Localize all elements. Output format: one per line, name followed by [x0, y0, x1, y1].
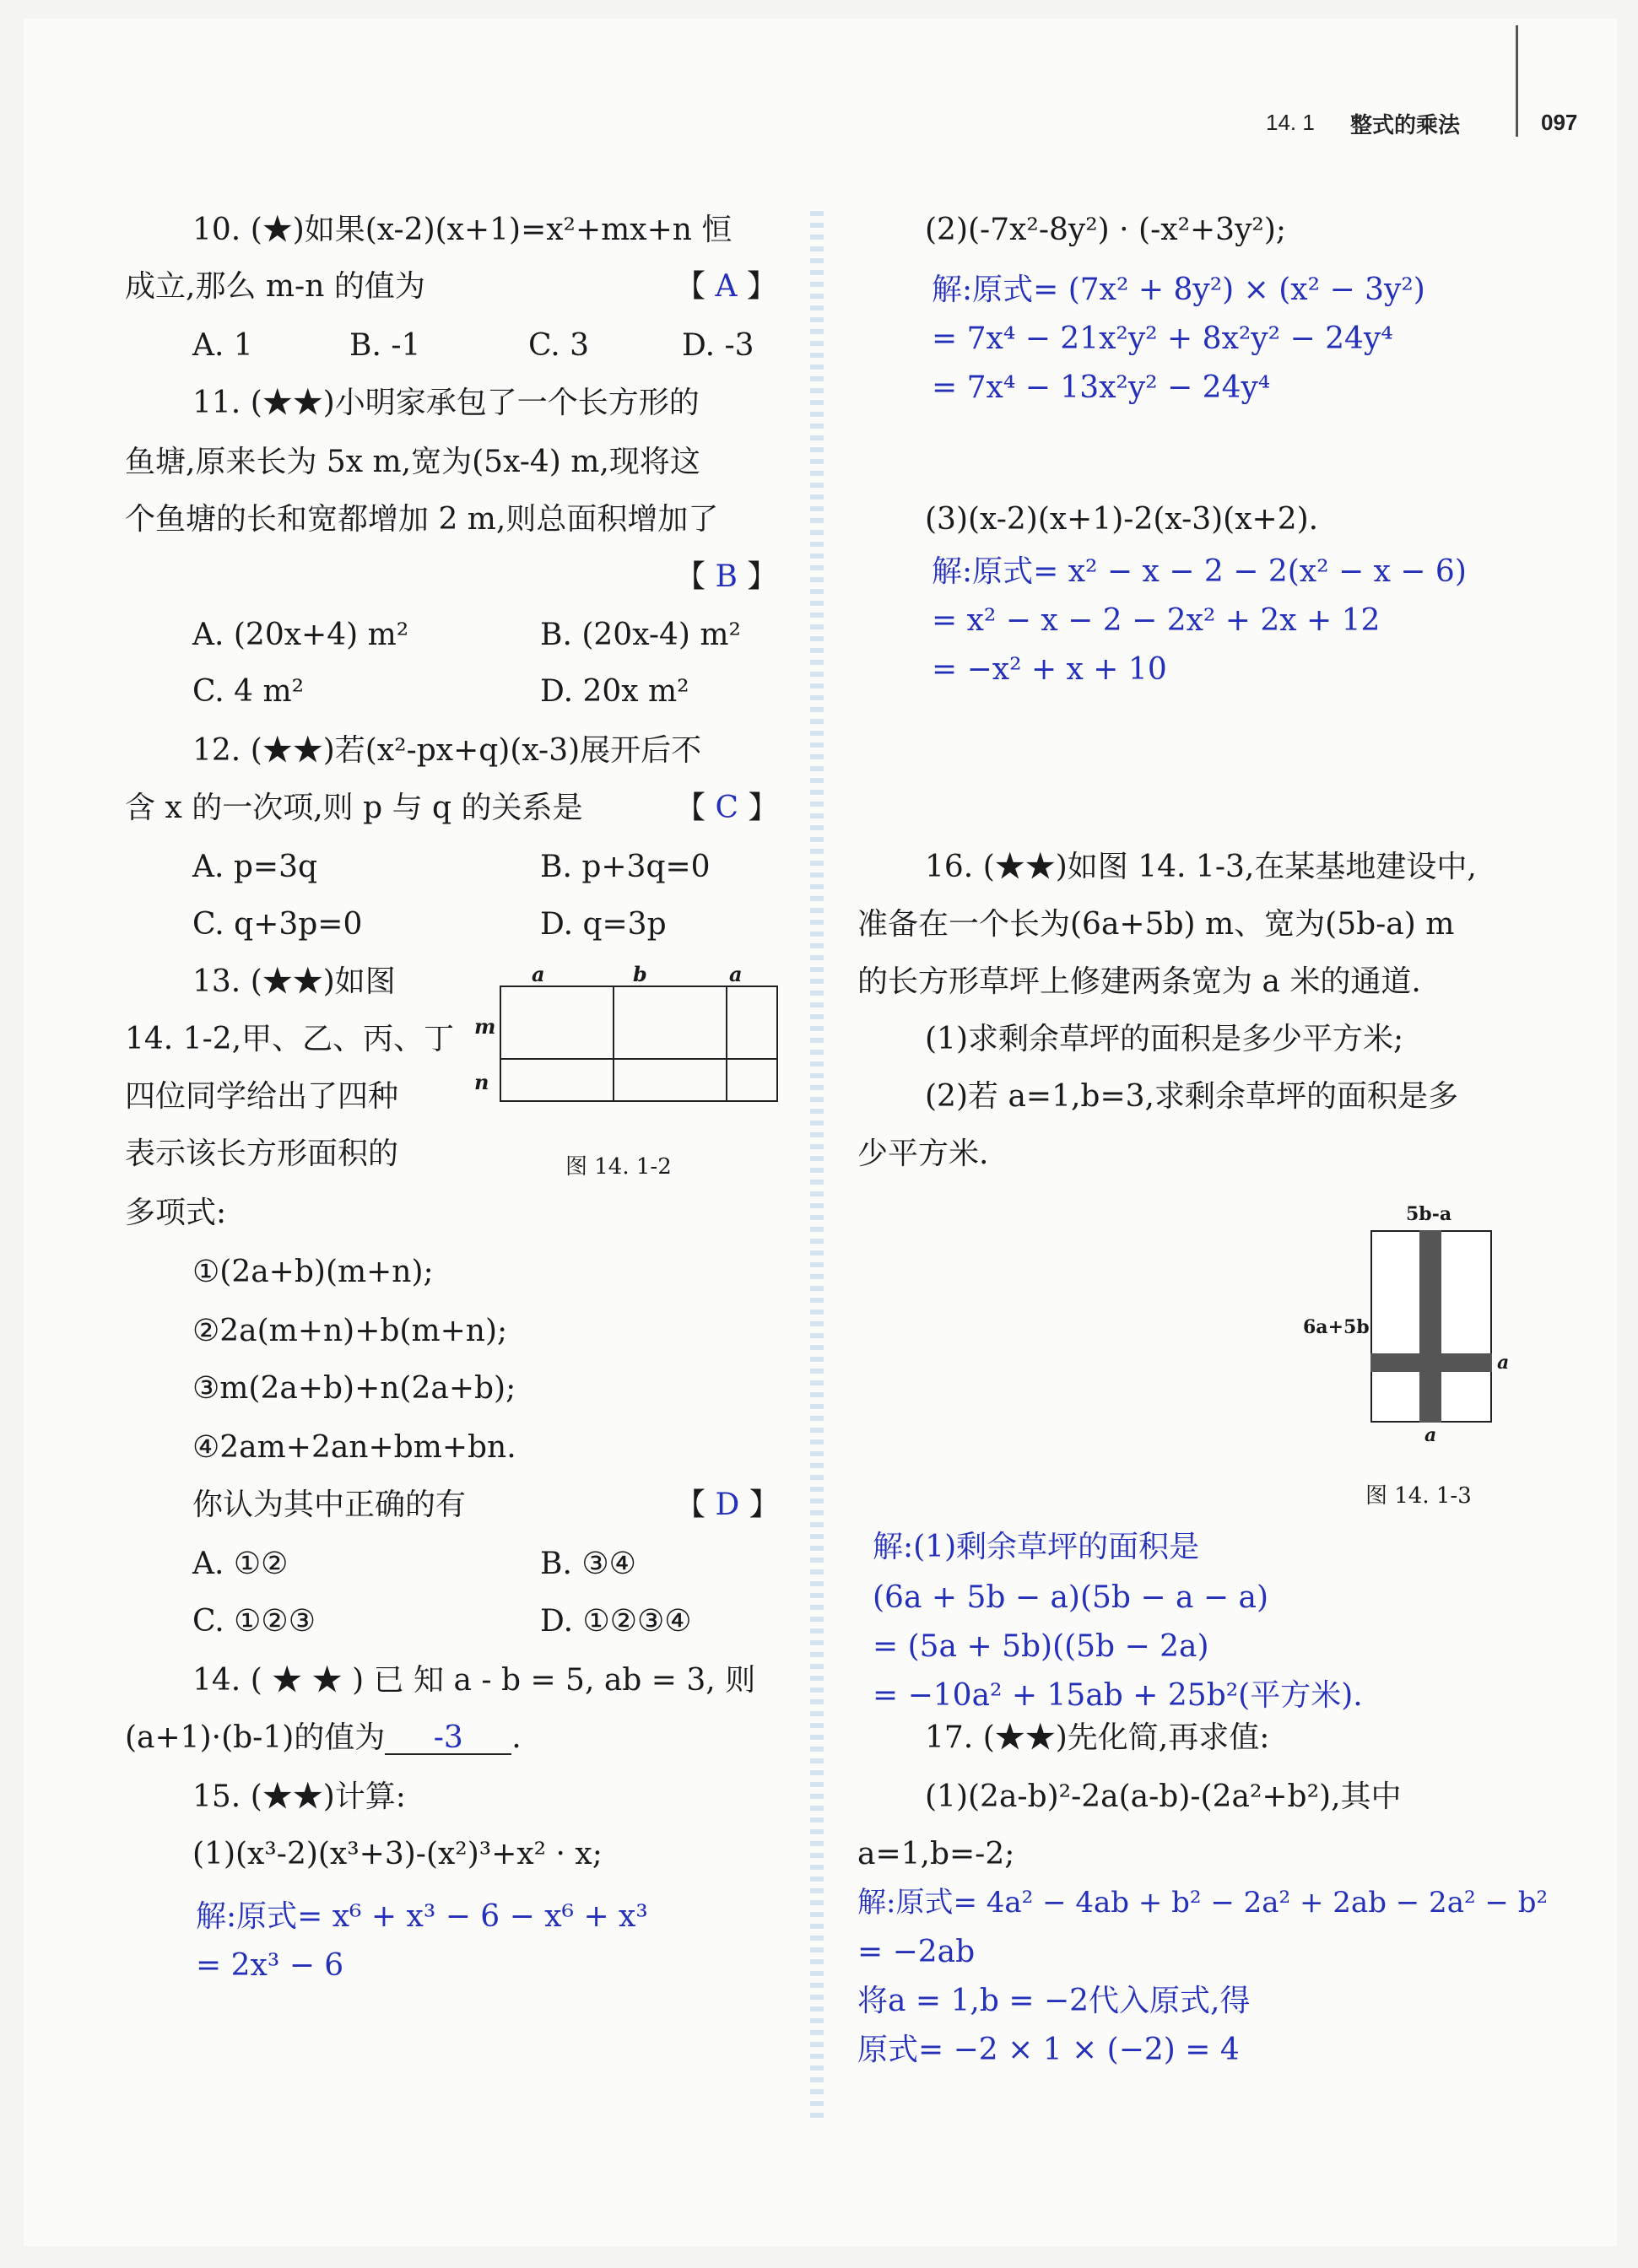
q15-part3-solution-2: = x² − x − 2 − 2x² + 2x + 12 — [932, 603, 1381, 638]
fig2-label-n: n — [474, 1070, 489, 1094]
q16-line1: 16. (★★)如图 14. 1-3,在某基地建设中, — [925, 850, 1477, 884]
fig2-label-b: b — [633, 962, 647, 986]
q17-solution-4: 原式= −2 × 1 × (−2) = 4 — [857, 2033, 1240, 2067]
q13-answer: D — [715, 1488, 740, 1522]
fig2-caption: 图 14. 1-2 — [565, 1154, 672, 1180]
q10-line2: 成立,那么 m-n 的值为 — [125, 269, 425, 304]
q16-solution-2: (6a + 5b − a)(5b − a − a) — [873, 1580, 1269, 1615]
q16-part1: (1)求剩余草坪的面积是多少平方米; — [925, 1022, 1404, 1056]
q16-line2: 准备在一个长为(6a+5b) m、宽为(5b-a) m — [857, 907, 1455, 942]
q13-item-1: ①(2a+b)(m+n); — [192, 1255, 434, 1289]
q11-answer: B — [715, 559, 738, 594]
q16-line3: 的长方形草坪上修建两条宽为 a 米的通道. — [857, 964, 1421, 999]
fig3-label-top: 5b-a — [1406, 1203, 1452, 1225]
q16-solution-3: = (5a + 5b)((5b − 2a) — [873, 1629, 1209, 1664]
fig3-label-left: 6a+5b — [1303, 1316, 1370, 1338]
q13-option-c: C. ①②③ — [192, 1604, 316, 1639]
fig3-horizontal-path — [1370, 1353, 1492, 1372]
q13-ask: 你认为其中正确的有 — [192, 1488, 467, 1522]
fig3-label-right: a — [1497, 1352, 1510, 1374]
q11-option-d: D. 20x m² — [540, 674, 689, 709]
q12-line2: 含 x 的一次项,则 p 与 q 的关系是 — [125, 791, 583, 825]
q15-part1: (1)(x³-2)(x³+3)-(x²)³+x² · x; — [192, 1837, 603, 1871]
q13-option-a: A. ①② — [192, 1547, 289, 1581]
fig2-cell — [500, 1058, 614, 1102]
fig3-label-bottom: a — [1424, 1424, 1437, 1446]
q10-answer: A — [715, 269, 738, 304]
q13-line4: 表示该长方形面积的 — [125, 1137, 399, 1171]
q15-line1: 15. (★★)计算: — [192, 1779, 406, 1814]
page-number: 097 — [1541, 110, 1578, 135]
q10-option-a: A. 1 — [192, 328, 253, 363]
q10-line1: 10. (★)如果(x-2)(x+1)=x²+mx+n 恒 — [192, 213, 733, 247]
q13-line5: 多项式: — [125, 1196, 227, 1230]
q10-answer-bracket: 【 A 】 — [675, 269, 777, 304]
fig2-label-a1: a — [532, 962, 545, 986]
q17-part1-line2: a=1,b=-2; — [857, 1837, 1015, 1871]
q10-option-b: B. -1 — [349, 328, 421, 363]
q15-part3-solution-3: = −x² + x + 10 — [932, 652, 1167, 687]
q11-line1: 11. (★★)小明家承包了一个长方形的 — [192, 386, 700, 420]
q13-line2: 14. 1-2,甲、乙、丙、丁 — [125, 1022, 455, 1056]
q15-part3-solution-1: 解:原式= x² − x − 2 − 2(x² − x − 6) — [932, 554, 1467, 589]
q16-part2-line1: (2)若 a=1,b=3,求剩余草坪的面积是多 — [925, 1079, 1458, 1114]
q16-part2-line2: 少平方米. — [857, 1137, 989, 1171]
q15-part2-solution-3: = 7x⁴ − 13x²y² − 24y⁴ — [932, 370, 1271, 405]
q12-answer-bracket: 【 C 】 — [675, 791, 779, 825]
q11-option-a: A. (20x+4) m² — [192, 618, 409, 652]
fig2-cell — [613, 1058, 727, 1102]
q12-option-a: A. p=3q — [192, 850, 318, 884]
q13-answer-bracket: 【 D 】 — [675, 1488, 780, 1522]
q15-part2-solution-1: 解:原式= (7x² + 8y²) × (x² − 3y²) — [932, 273, 1425, 307]
q17-solution-2: = −2ab — [857, 1935, 976, 1969]
q11-answer-bracket: 【 B 】 — [675, 559, 778, 594]
q17-solution-3: 将a = 1,b = −2代入原式,得 — [857, 1984, 1251, 2018]
q13-line3: 四位同学给出了四种 — [125, 1079, 399, 1114]
figure-14-1-3 — [1300, 1198, 1519, 1519]
q15-part1-solution-2: = 2x³ − 6 — [196, 1948, 344, 1983]
q14-answer-blank — [385, 1720, 511, 1755]
fig2-cell — [613, 986, 727, 1060]
q11-option-c: C. 4 m² — [192, 674, 305, 709]
fig3-vertical-path — [1419, 1230, 1441, 1423]
figure-14-1-2 — [473, 962, 785, 1180]
q15-part3: (3)(x-2)(x+1)-2(x-3)(x+2). — [925, 502, 1319, 537]
q13-option-d: D. ①②③④ — [540, 1604, 692, 1639]
q17-solution-1: 解:原式= 4a² − 4ab + b² − 2a² + 2ab − 2a² − b² — [857, 1886, 1549, 1920]
header-section-number: 14. 1 — [1266, 110, 1315, 135]
q13-option-b: B. ③④ — [540, 1547, 636, 1581]
q14-answer: -3 — [433, 1720, 463, 1755]
q15-part2-solution-2: = 7x⁴ − 21x²y² + 8x²y² − 24y⁴ — [932, 321, 1393, 356]
fig2-cell — [726, 1058, 778, 1102]
q11-line2: 鱼塘,原来长为 5x m,宽为(5x-4) m,现将这 — [125, 445, 700, 479]
q12-answer: C — [715, 791, 738, 825]
q12-line1: 12. (★★)若(x²-px+q)(x-3)展开后不 — [192, 733, 702, 768]
q13-line1: 13. (★★)如图 — [192, 964, 396, 999]
fig2-cell — [726, 986, 778, 1060]
q10-option-c: C. 3 — [528, 328, 590, 363]
q15-part2: (2)(-7x²-8y²) · (-x²+3y²); — [925, 213, 1287, 247]
q13-item-2: ②2a(m+n)+b(m+n); — [192, 1314, 508, 1348]
q13-item-3: ③m(2a+b)+n(2a+b); — [192, 1371, 516, 1406]
q10-option-d: D. -3 — [682, 328, 754, 363]
q17-line1: 17. (★★)先化简,再求值: — [925, 1720, 1270, 1755]
q17-part1-line1: (1)(2a-b)²-2a(a-b)-(2a²+b²),其中 — [925, 1779, 1402, 1814]
q14-line2-text: (a+1)·(b-1)的值为 — [125, 1720, 386, 1755]
q15-part1-solution-1: 解:原式= x⁶ + x³ − 6 − x⁶ + x³ — [196, 1899, 648, 1934]
q13-item-4: ④2am+2an+bm+bn. — [192, 1430, 516, 1465]
fig2-label-a2: a — [729, 962, 743, 986]
q12-option-d: D. q=3p — [540, 907, 667, 942]
fig2-label-m: m — [474, 1014, 496, 1039]
q16-solution-4: = −10a² + 15ab + 25b²(平方米). — [873, 1678, 1363, 1713]
q11-line3: 个鱼塘的长和宽都增加 2 m,则总面积增加了 — [125, 502, 719, 537]
q11-option-b: B. (20x-4) m² — [540, 618, 741, 652]
fig2-cell — [500, 986, 614, 1060]
q12-option-b: B. p+3q=0 — [540, 850, 711, 884]
q16-solution-1: 解:(1)剩余草坪的面积是 — [873, 1530, 1200, 1564]
fig3-caption: 图 14. 1-3 — [1365, 1483, 1472, 1509]
column-divider — [810, 211, 824, 2118]
q12-option-c: C. q+3p=0 — [192, 907, 363, 942]
q14-line1: 14. ( ★ ★ ) 已 知 a - b = 5, ab = 3, 则 — [192, 1663, 756, 1698]
q14-line2: (a+1)·(b-1)的值为 -3 . — [125, 1720, 522, 1755]
header-divider-line — [1516, 25, 1518, 137]
header-title: 整式的乘法 — [1350, 112, 1461, 138]
